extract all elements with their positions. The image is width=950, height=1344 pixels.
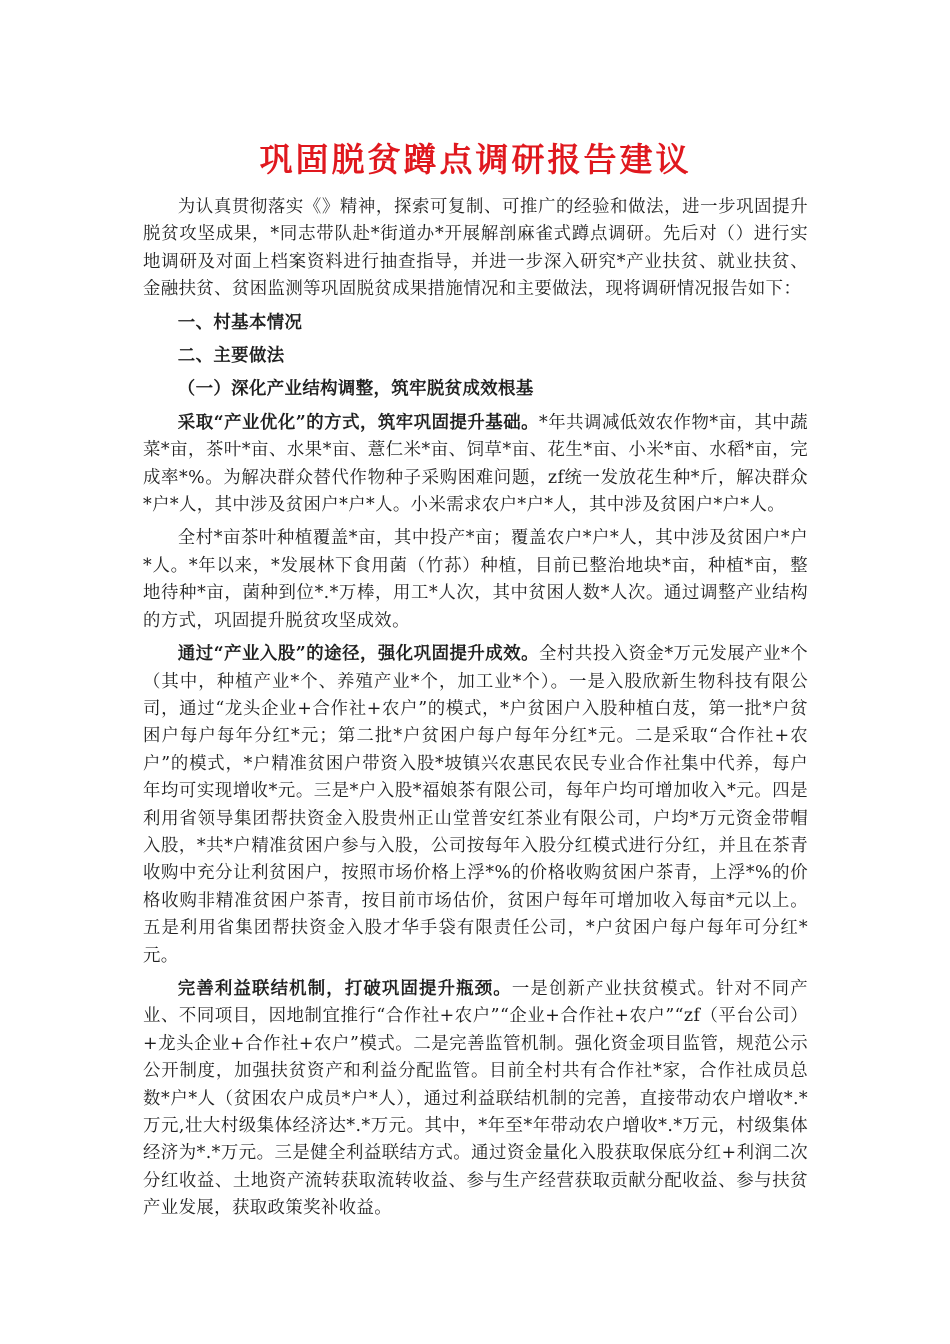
paragraph-industry-shares [143,641,808,970]
intro-paragraph: 为认真贯彻落实《》精神，探索可复制、可推广的经验和做法，进一步巩固提升脱贫攻坚成果，*同志带队赴*街道办*开展解剖麻雀式蹲点调研。先后对（）进行实地调研及对面上档案资料进行抽查指导，并进一步深入研究*产业扶贫、就业扶贫、金融扶贫、贫困监测等巩固脱贫成果措施情况和主要做法，现将调研情况报告如下： [143,197,808,300]
paragraph-body: *年共调减低效农作物*亩，其中蔬菜*亩，茶叶*亩、水果*亩、薏仁米*亩、饲草*亩、花生*亩、小米*亩、水稻*亩，完成率*%。为解决群众替代作物种子采购困难问题，zf统一发放花生种*斤，解决群众*户*人，其中涉及贫困户*户*人。小米需求农户*户*人，其中涉及贫困户*户*人。 [143,412,808,516]
section-heading-main-practices: 二、主要做法 [177,346,285,367]
subsection-heading-industry: （一）深化产业结构调整，筑牢脱贫成效根基 [177,379,534,400]
paragraph-lead: 采取“产业优化”的方式，筑牢巩固提升基础。 [177,412,540,433]
section-heading-village-info: 一、村基本情况 [177,312,303,333]
document-title: 巩固脱贫蹲点调研报告建议 [259,140,692,179]
paragraph-benefit-linkage [143,976,808,1223]
paragraph-tea-planting: 全村*亩茶叶种植覆盖*亩，其中投产*亩；覆盖农户*户*人，其中涉及贫困户*户*人。*年以来，*发展林下食用菌（竹荪）种植，目前已整治地块*亩，种植*亩，整地待种*亩，菌种到位*.*万棒，用工*人次，其中贫困人数*人次。通过调整产业结构的方式，巩固提升脱贫攻坚成效。 [143,528,808,631]
paragraph-lead: 完善利益联结机制，打破巩固提升瓶颈。 [177,978,512,999]
paragraph-body: 全村共投入资金*万元发展产业*个（其中，种植产业*个、养殖产业*个，加工业*个）。一是入股欣新生物科技有限公司，通过“龙头企业+合作社+农户”的模式，*户贫困户入股种植白芨，第一批*户贫困户每户每年分红*元；第二批*户贫困户每户每年分红*元。二是采取“合作社+农户”的模式，*户精准贫困户带资入股*坡镇兴农惠民农民专业合作社集中代养，每户年均可实现增收*元。三是*户入股*福娘茶有限公司，每年户均可增加收入*元。四是利用省领导集团帮扶资金入股贵州正山堂普安红茶业有限公司，户均*万元资金带帽入股，*共*户精准贫困户参与入股，公司按每年入股分红模式进行分红，并且在茶青收购中充分让利贫困户，按照市场价格上浮*%的价格收购贫困户茶青，上浮*%的价格收购非精准贫困户茶青，按目前市场估价，贫困户每年可增加收入每亩*元以上。五是利用省集团帮扶资金入股才华手袋有限责任公司，*户贫困户每户每年可分红*元。 [143,644,808,966]
paragraph-industry-optimization [143,410,808,520]
paragraph-lead: 通过“产业入股”的途径，强化巩固提升成效。 [177,644,540,665]
paragraph-body: 一是创新产业扶贫模式。针对不同产业、不同项目，因地制宜推行“合作社+农户”“企业+合作社+农户”“zf（平台公司）+龙头企业+合作社+农户”模式。二是完善监管机制。强化资金项目监管，规范公示公开制度，加强扶贫资产和利益分配监管。目前全村共有合作社*家，合作社成员总数*户*人（贫困农户成员*户*人），通过利益联结机制的完善，直接带动农户增收*.*万元,壮大村级集体经济达*.*万元。其中，*年至*年带动农户增收*.*万元，村级集体经济为*.*万元。三是健全利益联结方式。通过资金量化入股获取保底分红+利润二次分红收益、土地资产流转获取流转收益、参与生产经营获取贡献分配收益、参与扶贫产业发展，获取政策奖补收益。 [143,978,809,1219]
